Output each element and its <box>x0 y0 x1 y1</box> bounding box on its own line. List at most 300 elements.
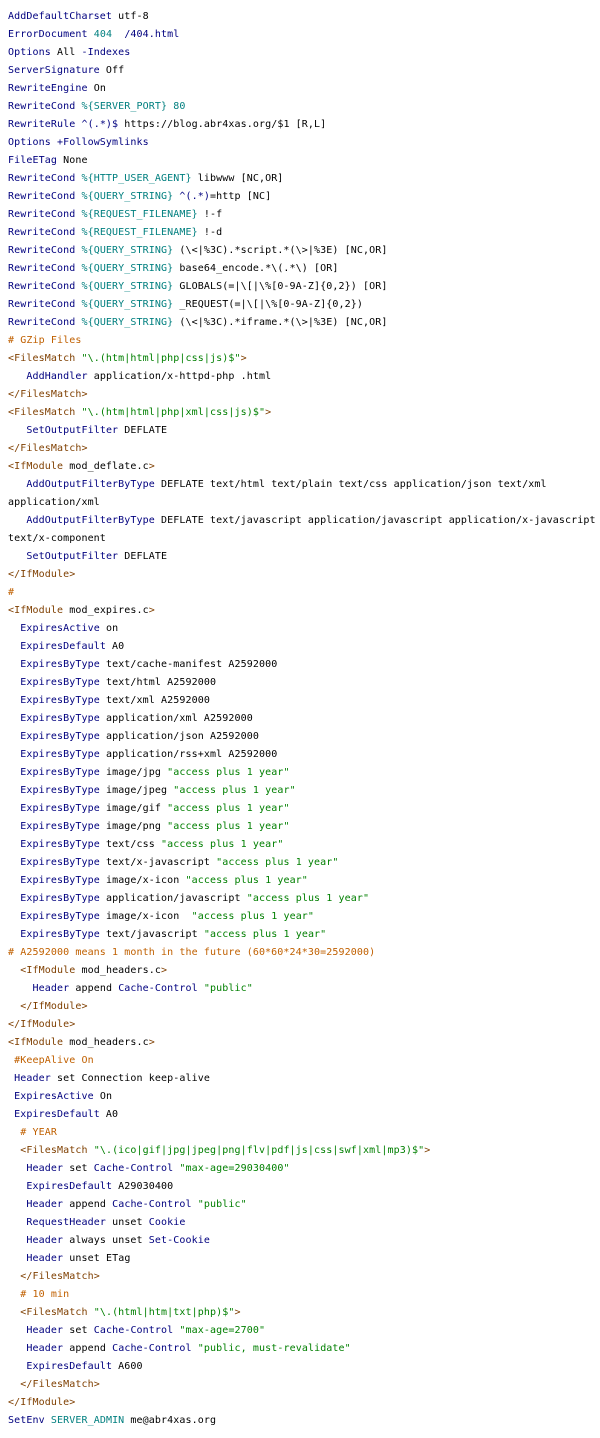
code-token-directive: ExpiresByType <box>20 839 100 850</box>
code-token-text: !-f <box>197 209 223 220</box>
code-line <box>8 278 600 296</box>
code-token-string: "access plus 1 year" <box>216 857 339 868</box>
code-token-directive: ExpiresByType <box>20 677 100 688</box>
code-line <box>8 242 600 260</box>
code-token-variable: %{QUERY_STRING} <box>81 191 174 202</box>
code-token-directive: ExpiresByType <box>20 731 100 742</box>
code-token-variable: 80 <box>173 101 186 112</box>
code-token-string: "max-age=2700" <box>179 1325 266 1336</box>
code-token-text: image/png <box>99 821 168 832</box>
code-line <box>8 404 600 422</box>
code-token-tag: <FilesMatch <box>20 1307 88 1318</box>
code-token-directive: ExpiresByType <box>20 857 100 868</box>
code-line <box>8 62 600 80</box>
code-token-directive: ExpiresByType <box>20 659 100 670</box>
code-token-string: "access plus 1 year" <box>191 911 315 922</box>
code-token-directive: ExpiresDefault <box>14 1109 100 1120</box>
code-token-tag: <IfModule <box>8 461 64 472</box>
code-token-string: "access plus 1 year" <box>246 893 370 904</box>
code-token-variable: %{QUERY_STRING} <box>81 281 174 292</box>
code-token-tag: > <box>265 407 272 418</box>
code-token-text <box>8 1199 26 1210</box>
code-token-directive: Cache-Control <box>112 1199 192 1210</box>
code-token-directive: /404.html <box>124 29 180 40</box>
code-token-text: DEFLATE text/javascript application/javascript application/x-javascript <box>154 515 596 526</box>
code-token-directive: AddHandler <box>26 371 88 382</box>
code-token-text: mod_headers.c <box>63 1037 149 1048</box>
code-token-tag: </FilesMatch> <box>20 1379 100 1390</box>
code-token-directive: AddOutputFilterByType <box>26 515 155 526</box>
code-token-text: application/x-httpd-php .html <box>87 371 272 382</box>
code-token-text: text/xml A2592000 <box>99 695 210 706</box>
code-token-text: application/javascript <box>99 893 247 904</box>
code-token-directive: ExpiresDefault <box>26 1361 113 1372</box>
code-line <box>8 818 600 836</box>
code-token-text <box>8 677 20 688</box>
code-token-directive: RewriteEngine <box>8 83 88 94</box>
code-line <box>8 1196 600 1214</box>
code-token-directive: ServerSignature <box>8 65 100 76</box>
code-line <box>8 44 600 62</box>
code-token-directive: RewriteCond <box>8 281 76 292</box>
code-token-text <box>8 551 26 562</box>
code-token-text <box>8 983 32 994</box>
code-token-text: mod_expires.c <box>63 605 149 616</box>
code-line <box>8 188 600 206</box>
code-token-directive: RewriteCond <box>8 101 76 112</box>
code-token-directive: ExpiresActive <box>14 1091 94 1102</box>
code-line <box>8 152 600 170</box>
code-token-directive: +FollowSymlinks <box>56 137 149 148</box>
code-token-text <box>8 731 20 742</box>
code-token-directive: Set-Cookie <box>148 1235 211 1246</box>
code-line <box>8 476 600 494</box>
code-token-directive: ExpiresByType <box>20 875 100 886</box>
code-token-directive: Header <box>26 1325 64 1336</box>
code-token-tag: </IfModule> <box>20 1001 88 1012</box>
code-token-directive: RewriteCond <box>8 317 76 328</box>
code-token-directive: Header <box>26 1163 64 1174</box>
code-token-directive: Options <box>8 47 51 58</box>
code-token-tag: > <box>234 1307 241 1318</box>
code-token-text: All <box>50 47 82 58</box>
code-token-text: https://blog.abr4xas.org/$1 [R,L] <box>118 119 327 130</box>
code-token-tag: <IfModule <box>8 605 64 616</box>
code-token-tag: > <box>148 461 155 472</box>
code-token-directive: Cache-Control <box>93 1163 174 1174</box>
code-line <box>8 314 600 332</box>
code-token-text: utf-8 <box>112 11 149 22</box>
code-token-directive: FileETag <box>8 155 57 166</box>
code-line <box>8 854 600 872</box>
code-token-directive: ExpiresDefault <box>20 641 106 652</box>
code-token-text <box>8 1217 26 1228</box>
code-token-text <box>8 1343 26 1354</box>
code-token-directive: RewriteCond <box>8 299 76 310</box>
code-token-tag: <FilesMatch <box>8 407 76 418</box>
code-line <box>8 1412 600 1430</box>
code-token-text: image/jpeg <box>99 785 174 796</box>
code-token-directive: ExpiresByType <box>20 911 100 922</box>
code-token-text: Off <box>99 65 125 76</box>
code-line <box>8 764 600 782</box>
code-token-text: image/x-icon <box>99 911 192 922</box>
code-token-text: set Connection keep-alive <box>50 1073 210 1084</box>
code-token-variable: %{SERVER_PORT} <box>81 101 168 112</box>
code-token-text: DEFLATE <box>118 425 168 436</box>
code-token-text <box>8 1001 20 1012</box>
code-line <box>8 134 600 152</box>
code-token-text <box>8 1271 20 1282</box>
code-token-directive: -Indexes <box>81 47 131 58</box>
code-line <box>8 116 600 134</box>
code-token-text: A0 <box>105 641 125 652</box>
code-token-variable: %{QUERY_STRING} <box>81 263 174 274</box>
code-line <box>8 440 600 458</box>
code-line <box>8 350 600 368</box>
code-line <box>8 548 600 566</box>
code-token-text <box>8 1253 26 1264</box>
code-token-text: application/json A2592000 <box>99 731 259 742</box>
code-token-text <box>8 857 20 868</box>
code-line <box>8 1322 600 1340</box>
code-token-string: "\.(html|htm|txt|php)$" <box>93 1307 235 1318</box>
code-line <box>8 980 600 998</box>
code-line <box>8 890 600 908</box>
code-token-tag: </IfModule> <box>8 1019 76 1030</box>
code-token-tag: > <box>148 1037 155 1048</box>
code-token-text <box>8 623 20 634</box>
code-token-directive: RewriteCond <box>8 227 76 238</box>
code-line <box>8 530 600 548</box>
code-line <box>8 1052 600 1070</box>
code-line <box>8 1160 600 1178</box>
code-token-text: !-d <box>197 227 223 238</box>
code-token-text <box>8 1361 26 1372</box>
code-token-string: "access plus 1 year" <box>203 929 327 940</box>
code-token-tag: </IfModule> <box>8 569 76 580</box>
code-token-string: "max-age=29030400" <box>179 1163 290 1174</box>
code-token-directive: RewriteCond <box>8 191 76 202</box>
code-token-tag: </FilesMatch> <box>20 1271 100 1282</box>
code-token-directive: ErrorDocument <box>8 29 88 40</box>
code-line <box>8 782 600 800</box>
code-token-tag: > <box>424 1145 431 1156</box>
code-token-comment: # YEAR <box>20 1127 57 1138</box>
code-token-text: DEFLATE <box>118 551 168 562</box>
code-token-variable: %{QUERY_STRING} <box>81 317 174 328</box>
code-token-directive: RewriteCond <box>8 245 76 256</box>
code-token-text <box>8 1163 26 1174</box>
code-token-directive: ExpiresByType <box>20 695 100 706</box>
code-token-text: mod_headers.c <box>75 965 162 976</box>
code-token-text: On <box>87 83 106 94</box>
code-token-text <box>8 479 26 490</box>
code-token-text <box>8 1289 20 1300</box>
code-token-text: base64_encode.*\(.*\) [OR] <box>173 263 339 274</box>
code-token-directive: ^(.*)$ <box>81 119 119 130</box>
code-token-text: text/x-javascript <box>99 857 217 868</box>
code-line <box>8 26 600 44</box>
code-token-directive: ExpiresByType <box>20 749 100 760</box>
code-line <box>8 260 600 278</box>
code-token-text: (\<|%3C).*script.*(\>|%3E) [NC,OR] <box>173 245 388 256</box>
code-token-text <box>8 1127 20 1138</box>
code-token-directive: Header <box>26 1199 64 1210</box>
code-token-text: set <box>63 1325 94 1336</box>
code-token-text: text/html A2592000 <box>99 677 217 688</box>
code-token-text: append <box>63 1343 113 1354</box>
code-line <box>8 1286 600 1304</box>
code-line <box>8 8 600 26</box>
code-token-string: "access plus 1 year" <box>167 767 290 778</box>
code-token-tag: > <box>240 353 247 364</box>
code-token-directive: ExpiresByType <box>20 929 100 940</box>
code-token-text: application/rss+xml A2592000 <box>99 749 278 760</box>
code-token-directive: ExpiresByType <box>20 821 100 832</box>
code-token-directive: Cache-Control <box>93 1325 174 1336</box>
code-line <box>8 1016 600 1034</box>
code-token-directive: ExpiresByType <box>20 713 100 724</box>
code-token-text: mod_deflate.c <box>63 461 149 472</box>
code-token-string: "access plus 1 year" <box>161 839 284 850</box>
code-token-directive: Cookie <box>148 1217 186 1228</box>
code-token-comment: # GZip Files <box>8 335 82 346</box>
code-token-directive: RewriteCond <box>8 263 76 274</box>
code-line <box>8 674 600 692</box>
code-token-variable: SERVER_ADMIN <box>50 1415 125 1426</box>
code-token-string: "access plus 1 year" <box>185 875 308 886</box>
code-token-variable: %{REQUEST_FILENAME} <box>81 209 198 220</box>
code-token-string: "public" <box>197 1199 247 1210</box>
code-token-text <box>8 821 20 832</box>
code-token-comment: #KeepAlive On <box>14 1055 94 1066</box>
code-line <box>8 170 600 188</box>
code-token-text <box>8 641 20 652</box>
code-token-text: unset ETag <box>63 1253 131 1264</box>
code-line <box>8 620 600 638</box>
code-line <box>8 566 600 584</box>
code-token-text <box>8 1307 20 1318</box>
code-line <box>8 1088 600 1106</box>
code-token-string: "\.(ico|gif|jpg|jpeg|png|flv|pdf|js|css|swf|xml|mp3)$" <box>93 1145 425 1156</box>
code-line <box>8 1034 600 1052</box>
code-token-tag: <IfModule <box>20 965 76 976</box>
code-token-text: =http [NC] <box>210 191 272 202</box>
code-line <box>8 512 600 530</box>
code-line <box>8 206 600 224</box>
code-line <box>8 98 600 116</box>
code-token-comment: # <box>8 587 15 598</box>
code-line <box>8 656 600 674</box>
code-line <box>8 1394 600 1412</box>
code-token-variable: %{QUERY_STRING} <box>81 299 174 310</box>
code-token-text: text/x-component <box>8 533 106 544</box>
code-line <box>8 1142 600 1160</box>
code-token-directive: Header <box>26 1235 64 1246</box>
code-token-directive: ^(.*) <box>179 191 210 202</box>
code-line <box>8 224 600 242</box>
code-token-text <box>8 839 20 850</box>
code-token-string: "public" <box>203 983 253 994</box>
code-token-variable: 404 <box>87 29 113 40</box>
code-token-text: application/xml <box>8 497 100 508</box>
code-line <box>8 602 600 620</box>
code-token-directive: ExpiresDefault <box>26 1181 113 1192</box>
code-line <box>8 332 600 350</box>
code-token-tag: <FilesMatch <box>8 353 76 364</box>
code-token-text <box>8 1379 20 1390</box>
code-token-directive: Cache-Control <box>112 1343 192 1354</box>
code-line <box>8 746 600 764</box>
code-line <box>8 800 600 818</box>
code-token-directive: SetOutputFilter <box>26 425 119 436</box>
code-token-tag: </FilesMatch> <box>8 443 88 454</box>
code-token-text: text/css <box>99 839 162 850</box>
code-token-text <box>8 803 20 814</box>
code-line <box>8 1214 600 1232</box>
code-token-text: None <box>56 155 88 166</box>
code-line <box>8 1376 600 1394</box>
code-token-tag: > <box>148 605 155 616</box>
code-token-text: set <box>63 1163 94 1174</box>
code-token-directive: Header <box>26 1253 64 1264</box>
code-token-text: append <box>63 1199 113 1210</box>
code-token-text: append <box>69 983 119 994</box>
code-token-text: unset <box>105 1217 149 1228</box>
code-line <box>8 692 600 710</box>
code-token-text: text/cache-manifest A2592000 <box>99 659 278 670</box>
code-token-directive: ExpiresActive <box>20 623 100 634</box>
code-token-text: on <box>99 623 119 634</box>
code-token-comment: # A2592000 means 1 month in the future (60*60*24*30=2592000) <box>8 947 376 958</box>
code-token-text <box>8 1235 26 1246</box>
code-token-text: DEFLATE text/html text/plain text/css application/json text/xml <box>154 479 547 490</box>
code-token-string: "public, must-revalidate" <box>197 1343 351 1354</box>
code-token-tag: </FilesMatch> <box>8 389 88 400</box>
code-token-directive: ExpiresByType <box>20 803 100 814</box>
code-line <box>8 494 600 512</box>
code-token-text <box>8 767 20 778</box>
code-line <box>8 962 600 980</box>
code-token-text <box>8 713 20 724</box>
code-token-text: me@abr4xas.org <box>124 1415 217 1426</box>
code-token-text: text/javascript <box>99 929 204 940</box>
code-token-string: "\.(htm|html|php|css|js)$" <box>81 353 241 364</box>
code-line <box>8 944 600 962</box>
code-token-text: A600 <box>112 1361 143 1372</box>
code-line <box>8 1340 600 1358</box>
code-token-text <box>8 785 20 796</box>
code-line <box>8 998 600 1016</box>
code-line <box>8 296 600 314</box>
code-line <box>8 1124 600 1142</box>
code-token-text <box>8 893 20 904</box>
code-token-directive: AddOutputFilterByType <box>26 479 155 490</box>
code-line <box>8 1070 600 1088</box>
code-token-directive: Header <box>26 1343 64 1354</box>
code-token-tag: > <box>161 965 168 976</box>
code-line <box>8 368 600 386</box>
code-token-text <box>8 1325 26 1336</box>
code-line <box>8 1268 600 1286</box>
code-token-string: "access plus 1 year" <box>167 803 290 814</box>
code-token-text <box>8 929 20 940</box>
code-token-text <box>8 911 20 922</box>
code-token-text: always unset <box>63 1235 149 1246</box>
code-token-directive: ExpiresByType <box>20 767 100 778</box>
code-token-tag: </IfModule> <box>8 1397 76 1408</box>
code-line <box>8 1178 600 1196</box>
code-line <box>8 1358 600 1376</box>
code-token-text <box>8 515 26 526</box>
code-token-tag: <FilesMatch <box>20 1145 88 1156</box>
code-token-text <box>8 371 26 382</box>
code-line <box>8 926 600 944</box>
code-line <box>8 710 600 728</box>
code-line <box>8 1304 600 1322</box>
code-token-directive: RewriteCond <box>8 209 76 220</box>
code-token-text: image/jpg <box>99 767 168 778</box>
code-token-text <box>112 29 124 40</box>
code-token-text: application/xml A2592000 <box>99 713 253 724</box>
code-token-text: _REQUEST(=|\[|\%[0-9A-Z]{0,2}) <box>173 299 364 310</box>
code-token-variable: %{QUERY_STRING} <box>81 245 174 256</box>
code-line <box>8 872 600 890</box>
code-line <box>8 836 600 854</box>
code-token-comment: # 10 min <box>20 1289 70 1300</box>
code-token-directive: Header <box>14 1073 51 1084</box>
code-token-text <box>8 1145 20 1156</box>
code-token-text: A0 <box>99 1109 119 1120</box>
code-token-directive: ExpiresByType <box>20 893 100 904</box>
code-token-directive: SetEnv <box>8 1415 45 1426</box>
code-token-directive: Cache-Control <box>118 983 198 994</box>
code-token-directive: ExpiresByType <box>20 785 100 796</box>
code-token-text <box>8 695 20 706</box>
code-line <box>8 1250 600 1268</box>
code-line <box>8 908 600 926</box>
code-line <box>8 638 600 656</box>
code-token-string: "access plus 1 year" <box>167 821 290 832</box>
code-token-text: image/x-icon <box>99 875 186 886</box>
code-token-text <box>8 659 20 670</box>
code-line <box>8 584 600 602</box>
code-token-tag: <IfModule <box>8 1037 64 1048</box>
code-token-text <box>8 425 26 436</box>
code-token-variable: %{REQUEST_FILENAME} <box>81 227 198 238</box>
code-token-variable: %{HTTP_USER_AGENT} <box>81 173 192 184</box>
code-token-directive: RewriteRule <box>8 119 76 130</box>
code-token-directive: RewriteCond <box>8 173 76 184</box>
code-token-directive: SetOutputFilter <box>26 551 119 562</box>
code-token-text <box>8 875 20 886</box>
code-token-text <box>8 1181 26 1192</box>
code-token-text <box>8 965 20 976</box>
code-token-directive: AddDefaultCharset <box>8 11 113 22</box>
code-line <box>8 1106 600 1124</box>
code-line <box>8 422 600 440</box>
code-token-text: image/gif <box>99 803 168 814</box>
code-token-directive: RequestHeader <box>26 1217 106 1228</box>
code-token-text: (\<|%3C).*iframe.*(\>|%3E) [NC,OR] <box>173 317 388 328</box>
code-line <box>8 458 600 476</box>
code-token-text: On <box>93 1091 113 1102</box>
code-token-text: GLOBALS(=|\[|\%[0-9A-Z]{0,2}) [OR] <box>173 281 388 292</box>
code-token-string: "access plus 1 year" <box>173 785 296 796</box>
code-token-text <box>8 749 20 760</box>
code-token-directive: Header <box>32 983 70 994</box>
